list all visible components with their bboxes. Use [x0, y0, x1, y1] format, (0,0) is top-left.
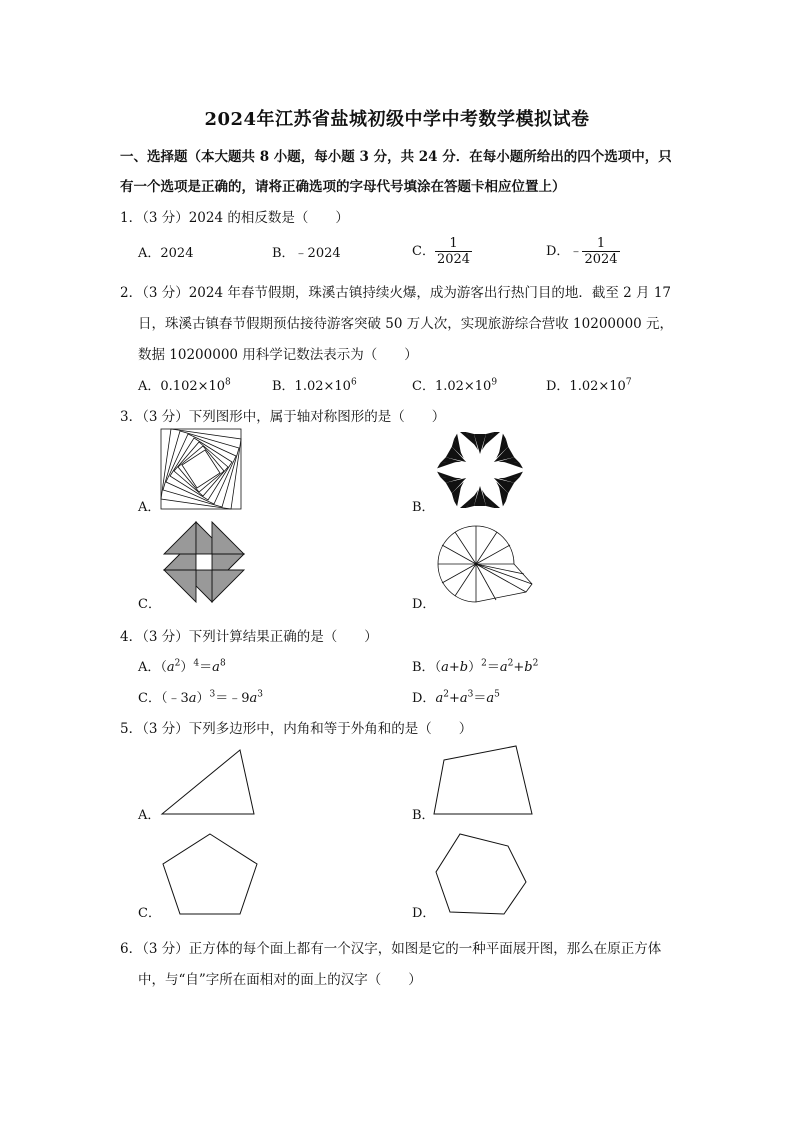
page-title: 2024年江苏省盐城初级中学中考数学模拟试卷	[204, 109, 590, 130]
q5-figure-b-quadrilateral	[432, 744, 534, 818]
q3-option-c: C．	[138, 597, 161, 612]
q2-line1: 2．（3 分）2024 年春节假期，珠溪古镇持续火爆，成为游客出行热门目的地．截至 2 月 17	[120, 285, 672, 301]
q5-option-b: B．	[412, 808, 435, 823]
q3-stem: 3．（3 分）下列图形中，属于轴对称图形的是（ ）	[120, 409, 446, 425]
q1-option-d	[546, 236, 620, 267]
q5-figure-a-triangle	[160, 748, 256, 816]
q2-option-b	[272, 375, 357, 394]
q4-option-d: D．$a^2+a^3=a^5$	[412, 689, 500, 706]
q1-stem: 1．（3 分）2024 的相反数是（ ）	[120, 210, 349, 226]
q4-b-label: B．	[412, 660, 435, 675]
q1-option-d-label: D．	[546, 244, 570, 259]
q2-a-exp: 8	[225, 377, 231, 388]
q4-option-a: A．$(a^2)^4=a^8$	[138, 658, 226, 675]
q4-d-label: D．	[412, 691, 436, 706]
q5-stem: 5．（3 分）下列多边形中，内角和等于外角和的是（ ）	[120, 721, 473, 737]
q5-option-a: A．	[138, 808, 161, 823]
q2-line2: 日，珠溪古镇春节假期预估接待游客突破 50 万人次，实现旅游综合营收 10200000 元，	[138, 316, 674, 332]
q3-figure-d-spiral-fan	[436, 522, 536, 604]
q3-figure-b-arrow-hexagon	[436, 430, 524, 510]
q2-option-c	[412, 375, 497, 394]
q3-option-a: A．	[138, 500, 161, 515]
q5-option-d: D．	[412, 906, 436, 921]
q1-d-numerator: 1	[582, 236, 619, 252]
q3-figure-a-rotating-squares	[160, 428, 242, 510]
q2-option-a	[138, 375, 231, 394]
q1-d-sign: ﹣	[569, 244, 583, 259]
q4-option-b: B．$(a+b)^2=a^2+b^2$	[412, 658, 539, 675]
q2-b-text: B．1.02×10	[272, 379, 351, 394]
q2-b-exp: 6	[350, 377, 357, 388]
q6-line2: 中，与“自”字所在面相对的面上的汉字（ ）	[138, 972, 422, 988]
q1-option-d-fraction	[582, 236, 619, 267]
q4-stem: 4．（3 分）下列计算结果正确的是（ ）	[120, 629, 378, 645]
q4-c-label: C．	[138, 691, 161, 706]
q1-c-numerator: 1	[435, 236, 472, 252]
q1-option-b: B．﹣2024	[272, 246, 341, 261]
q4-option-c: C．$(﹣3a)^3=﹣9a^3$	[138, 689, 264, 706]
q3-option-b: B．	[412, 500, 435, 515]
q6-line1: 6．（3 分）正方体的每个面上都有一个汉字，如图是它的一种平面展开图，那么在原正方体	[120, 941, 662, 957]
q5-figure-d-hexagon	[434, 830, 528, 916]
q2-c-exp: 9	[491, 377, 498, 388]
q5-option-c: C．	[138, 906, 161, 921]
q3-option-d: D．	[412, 597, 436, 612]
q2-line3: 数据 10200000 用科学记数法表示为（ ）	[138, 347, 418, 363]
q2-d-exp: 7	[625, 377, 632, 388]
q1-d-denominator: 2024	[584, 252, 618, 267]
q1-option-c-fraction	[435, 236, 472, 267]
q2-option-d	[546, 375, 632, 394]
q2-c-text: C．1.02×10	[412, 379, 492, 394]
q1-c-denominator: 2024	[436, 252, 471, 267]
q2-a-text: A．0.102×10	[138, 379, 226, 394]
q4-a-label: A．	[138, 660, 161, 675]
section-instructions-line2: 有一个选项是正确的，请将正确选项的字母代号填涂在答题卡相应位置上）	[120, 179, 566, 195]
q1-option-c	[412, 236, 472, 267]
q1-option-a: A．2024	[138, 246, 194, 261]
q2-d-text: D．1.02×10	[546, 379, 626, 394]
q5-figure-c-pentagon	[160, 832, 260, 916]
q3-figure-c-pinwheel	[162, 520, 246, 604]
q1-option-c-label: C．	[412, 244, 435, 259]
section-instructions-line1: 一、选择题（本大题共 8 小题，每小题 3 分，共 24 分．在每小题所给出的四个选项中，只	[120, 149, 672, 165]
